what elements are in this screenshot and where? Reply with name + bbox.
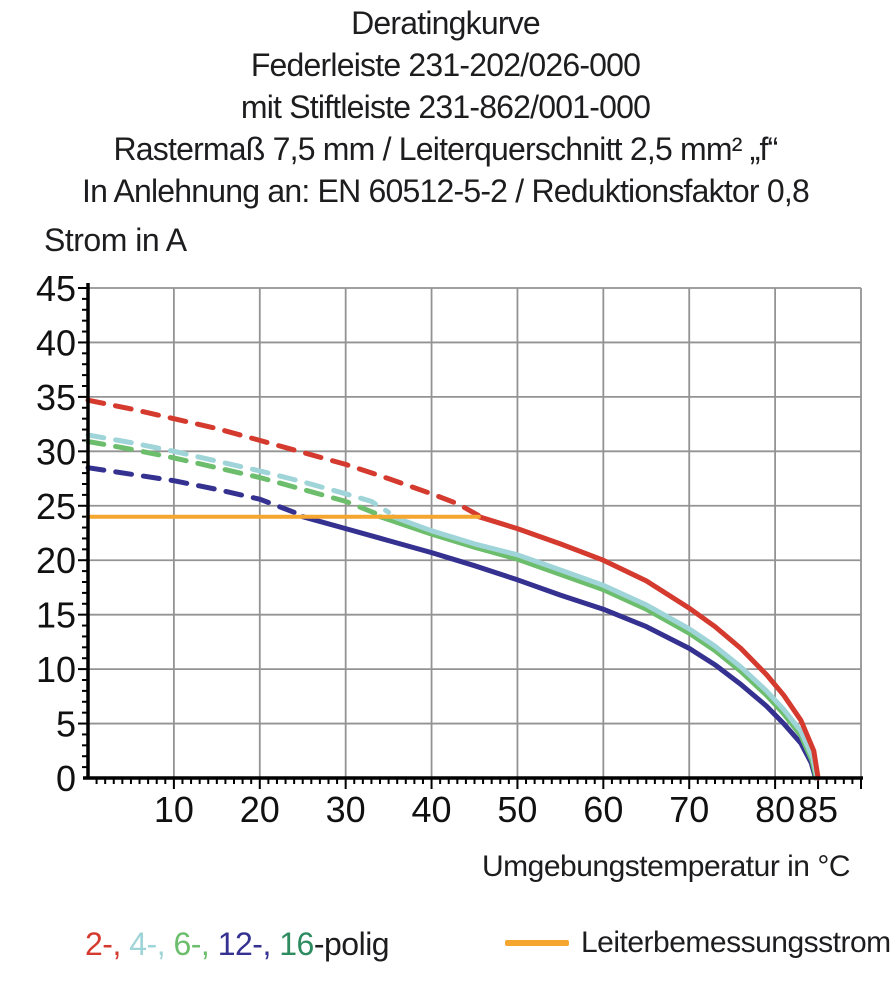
x-tick-label: 50	[497, 789, 538, 830]
y-tick-label: 20	[35, 540, 76, 582]
pole-legend	[85, 926, 389, 963]
title-line-3: mit Stiftleiste 231-862/001-000	[240, 89, 651, 125]
title-line-4: Rastermaß 7,5 mm / Leiterquerschnitt 2,5 mm² „f“	[113, 131, 778, 167]
x-tick-label: 10	[153, 789, 194, 830]
pole-legend-item: 16	[279, 926, 314, 962]
title-line-5: In Anlehnung an: EN 60512-5-2 / Reduktionsfaktor 0,8	[82, 173, 809, 209]
x-axis-title: Umgebungstemperatur in °C	[481, 850, 850, 883]
y-tick-label: 30	[35, 431, 76, 473]
y-tick-label: 35	[35, 376, 76, 418]
y-tick-label: 25	[35, 485, 76, 527]
y-tick-label: 40	[35, 322, 76, 364]
pole-legend-item: 4-,	[129, 926, 174, 962]
series-6-polig-dashed-	[88, 442, 376, 514]
series-4-polig	[393, 517, 817, 778]
series-2-polig-dashed-	[88, 400, 479, 515]
x-tick-label: 40	[411, 789, 452, 830]
pole-legend-item: 6-,	[173, 926, 218, 962]
y-tick-label: 15	[35, 594, 76, 636]
y-tick-label: 45	[35, 268, 76, 309]
x-tick-label: 85	[798, 789, 839, 830]
series-2-polig	[479, 517, 818, 778]
x-tick-label: 30	[325, 789, 366, 830]
y-tick-label: 10	[35, 649, 76, 691]
title-line-1: Deratingkurve	[351, 5, 540, 41]
pole-legend-item: -polig	[313, 926, 390, 962]
x-tick-label: 60	[583, 789, 624, 830]
title-line-2: Federleiste 231-202/026-000	[250, 47, 641, 83]
x-tick-label: 20	[239, 789, 280, 830]
y-tick-label: 5	[55, 703, 76, 745]
pole-legend-item: 12-,	[217, 926, 280, 962]
rated-current-legend	[505, 926, 891, 960]
pole-legend-item: 2-,	[85, 926, 130, 962]
y-axis-title: Strom in A	[44, 222, 187, 258]
y-tick-label: 0	[55, 758, 76, 799]
x-tick-label: 70	[669, 789, 710, 830]
rated-current-label: Leiterbemessungsstrom	[581, 926, 891, 959]
rated-current-line-swatch	[505, 940, 569, 946]
x-tick-label: 80	[755, 789, 796, 830]
